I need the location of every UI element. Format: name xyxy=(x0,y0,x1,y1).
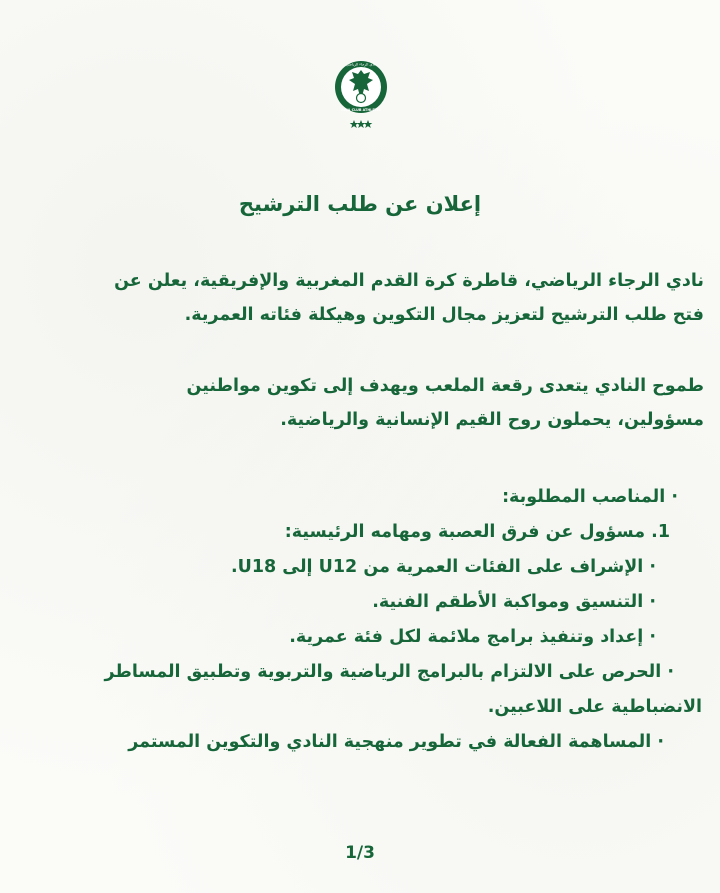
positions-section xyxy=(60,480,702,760)
crest-arc-text-bottom: RAJA CLUB ATHLETIC xyxy=(341,108,381,112)
list-item: · الحرص على الالتزام بالبرامج الرياضية والتربوية وتطبيق المساطر xyxy=(104,662,674,682)
raja-club-crest-logo xyxy=(334,58,388,136)
list-item: · إعداد وتنفيذ برامج ملائمة لكل فئة عمرية. xyxy=(289,627,656,647)
ambition-paragraph-line: مسؤولين، يحملون روح القيم الإنسانية والرياضية. xyxy=(280,410,704,430)
star-icon xyxy=(364,120,373,128)
page-title: إعلان عن طلب الترشيح xyxy=(238,192,482,216)
intro-paragraph-line: فتح طلب الترشيح لتعزيز مجال التكوين وهيكلة فئاته العمرية. xyxy=(184,305,704,325)
list-item: · التنسيق ومواكبة الأطقم الفنية. xyxy=(372,592,656,612)
star-icon xyxy=(357,120,366,128)
page-number: 1/3 xyxy=(345,843,375,863)
position-title: 1. مسؤول عن فرق العصبة ومهامه الرئيسية: xyxy=(284,522,670,542)
crest-ball-icon xyxy=(357,94,366,103)
ambition-paragraph xyxy=(70,369,704,437)
star-icon xyxy=(350,120,359,128)
intro-paragraph-line: نادي الرجاء الرياضي، قاطرة كرة القدم المغربية والإفريقية، يعلن عن xyxy=(114,271,704,291)
section-heading: · المناصب المطلوبة: xyxy=(502,487,678,507)
list-item: · المساهمة الفعالة في تطوير منهجية النادي والتكوين المستمر xyxy=(128,732,664,752)
list-item-continuation: الانضباطية على اللاعبين. xyxy=(487,697,702,717)
intro-paragraph xyxy=(70,264,704,332)
list-item: · الإشراف على الفئات العمرية من U12 إلى U18. xyxy=(230,557,656,577)
crest-arc-text-top: نادي الرجاء الرياضي xyxy=(345,62,377,67)
ambition-paragraph-line: طموح النادي يتعدى رقعة الملعب ويهدف إلى تكوين مواطنين xyxy=(186,376,704,396)
